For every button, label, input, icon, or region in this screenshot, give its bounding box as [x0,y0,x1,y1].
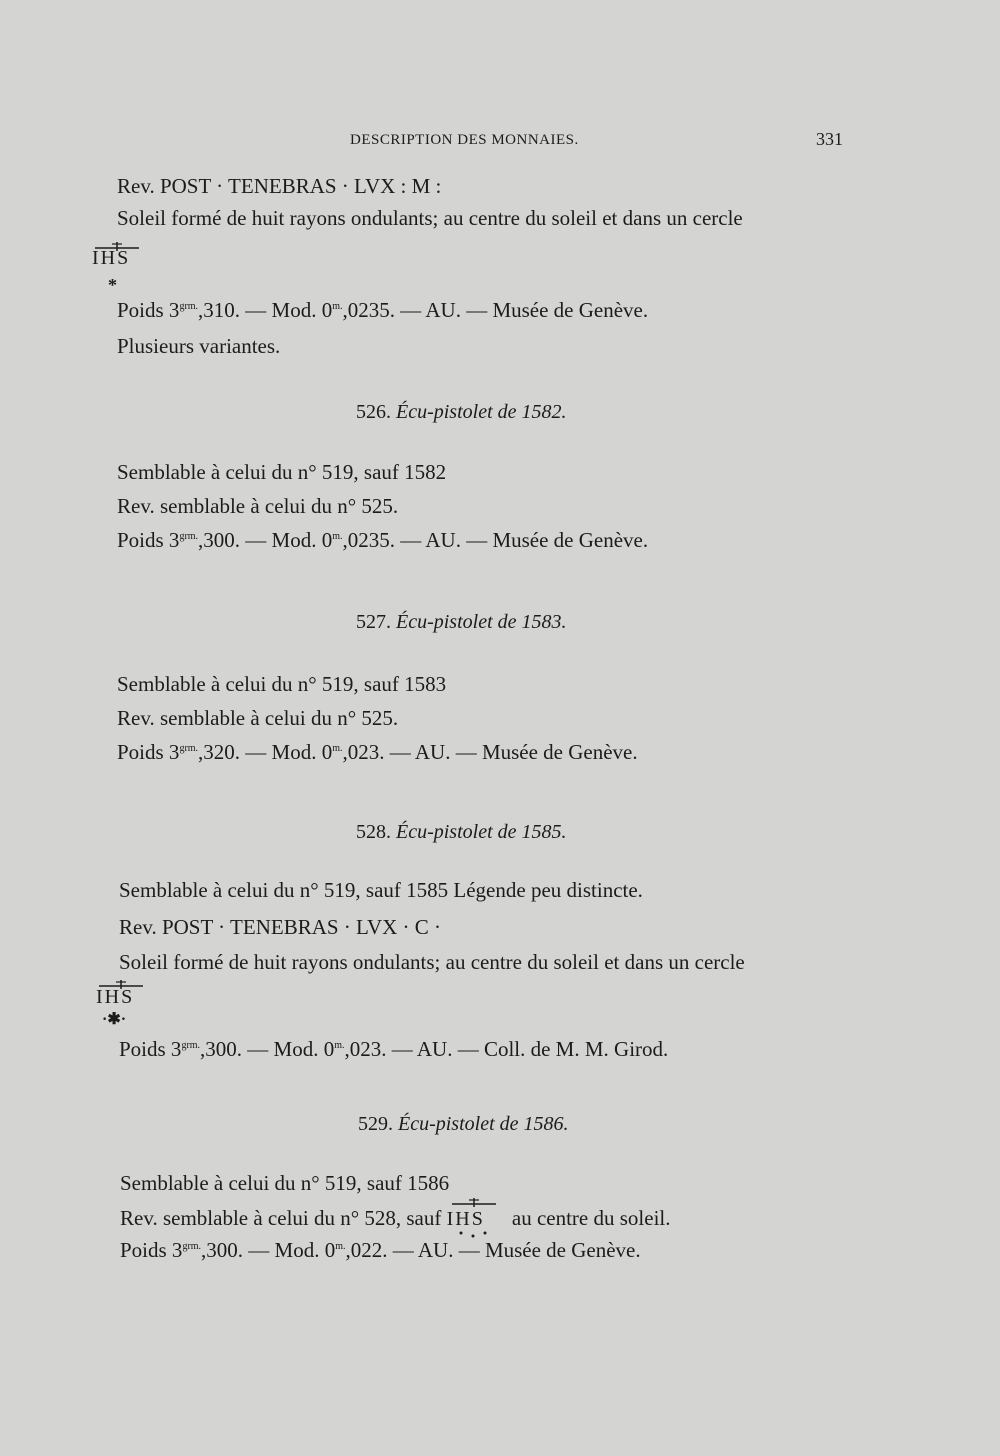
entry-526-line2: Rev. semblable à celui du n° 525. [117,494,399,518]
ihs-monogram [92,240,152,268]
ihs-monogram-528 [96,978,156,1008]
ihs-letters: IHS [92,247,131,269]
entry-526-weight: Poids $3^{grm.},300$. — Mod. $0^{m.},0235$. — AU. — Musée de Genève. [117,528,649,552]
entry-heading-528: 528. Écu-pistolet de 1585. [356,821,567,843]
variants-note: Plusieurs variantes. [117,334,281,358]
entry-528-sun: Soleil formé de huit rayons ondulants; au centre du soleil et dans un cercle [119,950,745,974]
running-title: DESCRIPTION DES MONNAIES. [350,132,579,148]
entry-heading-527: 527. Écu-pistolet de 1583. [356,611,567,633]
entry-529-line1: Semblable à celui du n° 519, sauf 1586 [120,1171,450,1195]
ihs-letters: IHS [446,1208,485,1230]
entry-529-line2: Rev. semblable à celui du n° 528, sauf IHS au centre du soleil. [120,1208,670,1229]
star-mark: ·✱· [102,1011,127,1028]
entry-heading-526: 526. Écu-pistolet de 1582. [356,401,567,423]
entry-528-weight: Poids $3^{grm.},300$. — Mod. $0^{m.},023$. — AU. — Coll. de M. M. Girod. [119,1037,669,1061]
ihs-letters: IHS [96,986,135,1008]
entry-529-weight: Poids $3^{grm.},300$. — Mod. $0^{m.},022$. — AU. — Musée de Genève. [120,1238,641,1262]
entry-526-line1: Semblable à celui du n° 519, sauf 1582 [117,460,447,484]
entry-527-line1: Semblable à celui du n° 519, sauf 1583 [117,672,447,696]
entry-527-line2: Rev. semblable à celui du n° 525. [117,706,399,730]
cross-bar-icon [449,1196,499,1208]
star-mark: * [108,275,117,295]
sun-description: Soleil formé de huit rayons ondulants; au centre du soleil et dans un cercle [117,206,743,230]
entry-528-reverse: Rev. POST · TENEBRAS · LVX · C · [119,915,442,939]
page-number: 331 [816,129,843,149]
weight-line: Poids $3^{grm.},310$. — Mod. $0^{m.},0235$. — AU. — Musée de Genève. [117,298,649,322]
entry-heading-529: 529. Écu-pistolet de 1586. [358,1113,569,1135]
entry-528-line1: Semblable à celui du n° 519, sauf 1585 Légende peu distincte. [119,878,643,902]
entry-527-weight: Poids $3^{grm.},320$. — Mod. $0^{m.},023$. — AU. — Musée de Genève. [117,740,638,764]
reverse-legend: Rev. POST · TENEBRAS · LVX : M : [117,174,442,198]
